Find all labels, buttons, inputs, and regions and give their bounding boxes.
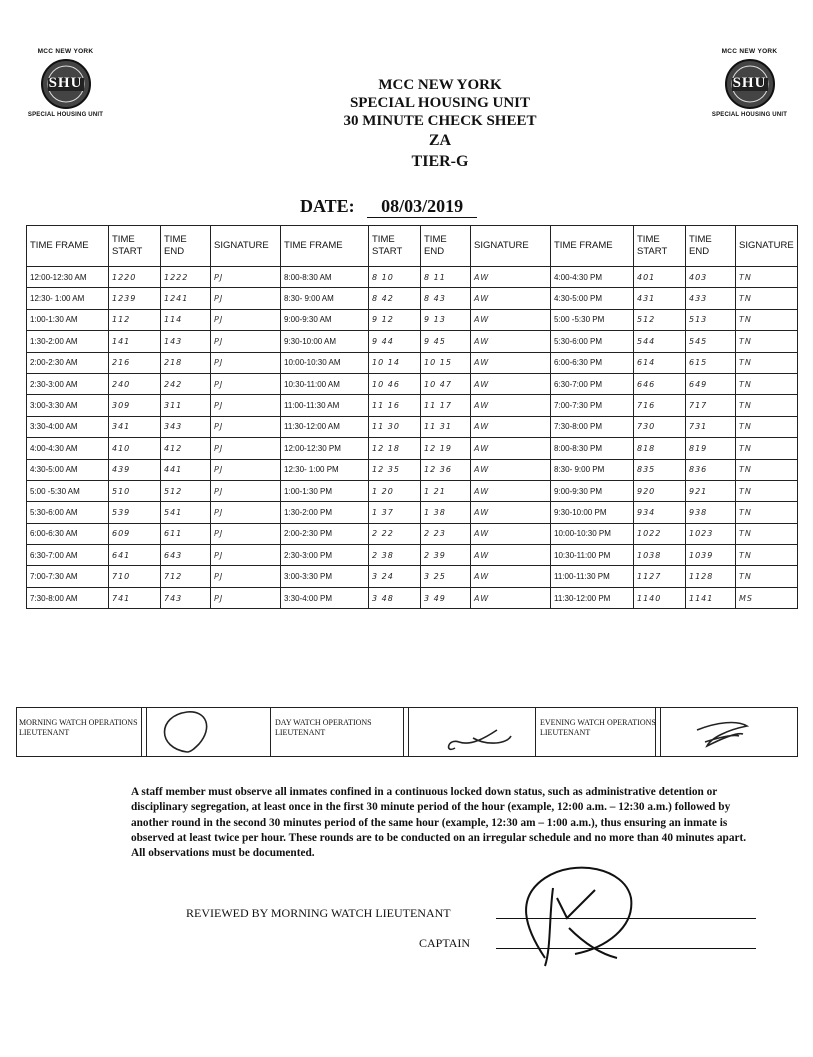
- time-end-cell: 11 17: [421, 395, 471, 416]
- table-row: [27, 331, 798, 352]
- time-start-cell: 512: [634, 309, 686, 330]
- evening-signature-icon: [677, 708, 787, 756]
- time-start-cell: 920: [634, 480, 686, 501]
- signature-cell: PJ: [211, 587, 281, 608]
- time-frame-cell: 4:30-5:00 PM: [551, 288, 634, 309]
- left-logo: [18, 48, 113, 133]
- signature-cell: PJ: [211, 309, 281, 330]
- signature-cell: TN: [736, 395, 798, 416]
- page-title: [250, 76, 630, 172]
- time-frame-cell: 7:30-8:00 PM: [551, 416, 634, 437]
- signature-cell: TN: [736, 352, 798, 373]
- time-start-cell: 9 44: [369, 331, 421, 352]
- check-sheet-table: [26, 225, 798, 609]
- signature-cell: PJ: [211, 502, 281, 523]
- time-end-cell: 311: [161, 395, 211, 416]
- time-start-cell: 614: [634, 352, 686, 373]
- time-end-cell: 1 21: [421, 480, 471, 501]
- signature-cell: AW: [471, 566, 551, 587]
- time-start-cell: 741: [109, 587, 161, 608]
- signature-cell: PJ: [211, 288, 281, 309]
- signature-cell: PJ: [211, 352, 281, 373]
- time-frame-cell: 8:00-8:30 AM: [281, 267, 369, 288]
- time-start-cell: 410: [109, 438, 161, 459]
- time-frame-cell: 4:00-4:30 AM: [27, 438, 109, 459]
- table-row: [27, 459, 798, 480]
- column-header: TIME START: [369, 226, 421, 267]
- day-watch-label: DAY WATCH OPERATIONS LIEUTENANT: [275, 718, 372, 737]
- time-frame-cell: 11:30-12:00 AM: [281, 416, 369, 437]
- signature-cell: PJ: [211, 416, 281, 437]
- time-frame-cell: 1:30-2:00 PM: [281, 502, 369, 523]
- table-row: [27, 566, 798, 587]
- time-end-cell: 1 38: [421, 502, 471, 523]
- time-frame-cell: 6:30-7:00 PM: [551, 373, 634, 394]
- time-start-cell: 1 37: [369, 502, 421, 523]
- column-header: TIME START: [634, 226, 686, 267]
- time-frame-cell: 5:00 -5:30 PM: [551, 309, 634, 330]
- time-start-cell: 12 35: [369, 459, 421, 480]
- time-frame-cell: 9:00-9:30 AM: [281, 309, 369, 330]
- time-start-cell: 12 18: [369, 438, 421, 459]
- time-end-cell: 921: [686, 480, 736, 501]
- time-start-cell: 1239: [109, 288, 161, 309]
- time-frame-cell: 8:00-8:30 PM: [551, 438, 634, 459]
- table-row: [27, 502, 798, 523]
- time-end-cell: 1241: [161, 288, 211, 309]
- time-end-cell: 1222: [161, 267, 211, 288]
- table-row: [27, 267, 798, 288]
- time-start-cell: 835: [634, 459, 686, 480]
- table-row: [27, 416, 798, 437]
- time-frame-cell: 8:30- 9:00 AM: [281, 288, 369, 309]
- signature-cell: TN: [736, 438, 798, 459]
- column-header: SIGNATURE: [471, 226, 551, 267]
- time-frame-cell: 6:00-6:30 AM: [27, 523, 109, 544]
- table-row: [27, 587, 798, 608]
- time-start-cell: 8 10: [369, 267, 421, 288]
- time-frame-cell: 12:00-12:30 AM: [27, 267, 109, 288]
- signature-cell: TN: [736, 416, 798, 437]
- time-start-cell: 1022: [634, 523, 686, 544]
- time-start-cell: 10 14: [369, 352, 421, 373]
- time-start-cell: 309: [109, 395, 161, 416]
- time-start-cell: 544: [634, 331, 686, 352]
- time-end-cell: 441: [161, 459, 211, 480]
- signature-cell: MS: [736, 587, 798, 608]
- time-frame-cell: 3:30-4:00 PM: [281, 587, 369, 608]
- time-frame-cell: 10:30-11:00 AM: [281, 373, 369, 394]
- time-end-cell: 8 43: [421, 288, 471, 309]
- time-end-cell: 819: [686, 438, 736, 459]
- time-end-cell: 10 15: [421, 352, 471, 373]
- logo-top-text: MCC NEW YORK: [721, 48, 778, 55]
- time-frame-cell: 11:30-12:00 PM: [551, 587, 634, 608]
- time-start-cell: 716: [634, 395, 686, 416]
- signature-cell: PJ: [211, 459, 281, 480]
- time-end-cell: 541: [161, 502, 211, 523]
- date-row: [300, 196, 620, 218]
- logo-top-text: MCC NEW YORK: [37, 48, 94, 55]
- time-start-cell: 11 30: [369, 416, 421, 437]
- table-row: [27, 309, 798, 330]
- time-frame-cell: 12:00-12:30 PM: [281, 438, 369, 459]
- time-frame-cell: 9:30-10:00 AM: [281, 331, 369, 352]
- signature-cell: AW: [471, 395, 551, 416]
- time-frame-cell: 11:00-11:30 AM: [281, 395, 369, 416]
- time-start-cell: 8 42: [369, 288, 421, 309]
- signature-cell: AW: [471, 480, 551, 501]
- time-start-cell: 3 24: [369, 566, 421, 587]
- time-end-cell: 649: [686, 373, 736, 394]
- right-logo: [702, 48, 797, 133]
- time-start-cell: 9 12: [369, 309, 421, 330]
- time-end-cell: 11 31: [421, 416, 471, 437]
- time-start-cell: 646: [634, 373, 686, 394]
- time-frame-cell: 2:30-3:00 AM: [27, 373, 109, 394]
- signature-cell: TN: [736, 288, 798, 309]
- time-start-cell: 609: [109, 523, 161, 544]
- signature-cell: TN: [736, 331, 798, 352]
- evening-watch-label: EVENING WATCH OPERATIONS LIEUTENANT: [540, 718, 656, 737]
- signature-cell: TN: [736, 309, 798, 330]
- time-frame-cell: 1:30-2:00 AM: [27, 331, 109, 352]
- signature-cell: AW: [471, 267, 551, 288]
- time-end-cell: 114: [161, 309, 211, 330]
- time-end-cell: 615: [686, 352, 736, 373]
- time-end-cell: 3 49: [421, 587, 471, 608]
- policy-paragraph: A staff member must observe all inmates confined in a continuous locked down status, such as administrative detention or disciplinary segregation, at least once in the first 30 minute period of the hour (example, 12:00 a.m. – 12:30 a.m.) followed by another round in the second 30 minutes period of the same hour (example, 12:30 am – 1:00 a.m.), thus ensuring an inmate is observed at least twice per hour. These rounds are to be conducted on an irregular schedule and no more than 40 minutes apart. All observations must be documented.: [131, 786, 747, 860]
- time-start-cell: 2 38: [369, 545, 421, 566]
- signature-cell: TN: [736, 566, 798, 587]
- captain-signature-icon: [505, 858, 645, 970]
- signature-cell: TN: [736, 545, 798, 566]
- time-start-cell: 11 16: [369, 395, 421, 416]
- time-start-cell: 401: [634, 267, 686, 288]
- table-row: [27, 438, 798, 459]
- column-header: TIME FRAME: [27, 226, 109, 267]
- logo-bottom-text: SPECIAL HOUSING UNIT: [27, 112, 104, 118]
- time-frame-cell: 7:00-7:30 PM: [551, 395, 634, 416]
- signature-cell: AW: [471, 373, 551, 394]
- seal-text: SHU: [48, 75, 83, 91]
- column-header: TIME FRAME: [551, 226, 634, 267]
- time-end-cell: 731: [686, 416, 736, 437]
- time-end-cell: 1023: [686, 523, 736, 544]
- signature-cell: AW: [471, 352, 551, 373]
- time-frame-cell: 12:30- 1:00 AM: [27, 288, 109, 309]
- time-end-cell: 343: [161, 416, 211, 437]
- time-start-cell: 10 46: [369, 373, 421, 394]
- time-frame-cell: 2:30-3:00 PM: [281, 545, 369, 566]
- time-start-cell: 1140: [634, 587, 686, 608]
- title-line-3: 30 MINUTE CHECK SHEET: [343, 113, 537, 129]
- time-frame-cell: 3:00-3:30 PM: [281, 566, 369, 587]
- time-end-cell: 10 47: [421, 373, 471, 394]
- title-line-5: TIER-G: [411, 153, 469, 170]
- column-header: TIME END: [686, 226, 736, 267]
- time-start-cell: 2 22: [369, 523, 421, 544]
- time-start-cell: 1220: [109, 267, 161, 288]
- table-row: [27, 523, 798, 544]
- time-end-cell: 2 39: [421, 545, 471, 566]
- time-frame-cell: 2:00-2:30 PM: [281, 523, 369, 544]
- time-start-cell: 216: [109, 352, 161, 373]
- signature-cell: PJ: [211, 395, 281, 416]
- time-end-cell: 717: [686, 395, 736, 416]
- time-end-cell: 143: [161, 331, 211, 352]
- reviewed-by-label: REVIEWED BY MORNING WATCH LIEUTENANT: [186, 906, 451, 920]
- signature-cell: AW: [471, 502, 551, 523]
- signature-cell: PJ: [211, 480, 281, 501]
- time-end-cell: 403: [686, 267, 736, 288]
- time-start-cell: 641: [109, 545, 161, 566]
- time-end-cell: 12 19: [421, 438, 471, 459]
- time-end-cell: 2 23: [421, 523, 471, 544]
- time-frame-cell: 1:00-1:30 AM: [27, 309, 109, 330]
- time-end-cell: 1039: [686, 545, 736, 566]
- time-end-cell: 9 45: [421, 331, 471, 352]
- time-end-cell: 743: [161, 587, 211, 608]
- signature-cell: TN: [736, 502, 798, 523]
- time-start-cell: 439: [109, 459, 161, 480]
- signature-cell: PJ: [211, 267, 281, 288]
- signature-cell: PJ: [211, 545, 281, 566]
- signature-cell: AW: [471, 545, 551, 566]
- time-frame-cell: 11:00-11:30 PM: [551, 566, 634, 587]
- watch-signature-boxes: [16, 707, 798, 757]
- captain-label: CAPTAIN: [419, 936, 471, 950]
- time-start-cell: 539: [109, 502, 161, 523]
- signature-cell: AW: [471, 459, 551, 480]
- time-start-cell: 240: [109, 373, 161, 394]
- table-row: [27, 480, 798, 501]
- seal-text: SHU: [732, 75, 767, 91]
- signature-cell: AW: [471, 438, 551, 459]
- date-label: DATE:: [300, 196, 355, 216]
- time-frame-cell: 2:00-2:30 AM: [27, 352, 109, 373]
- time-end-cell: 218: [161, 352, 211, 373]
- signature-cell: AW: [471, 331, 551, 352]
- title-line-1: MCC NEW YORK: [378, 77, 502, 93]
- signature-cell: TN: [736, 523, 798, 544]
- time-frame-cell: 3:00-3:30 AM: [27, 395, 109, 416]
- time-end-cell: 412: [161, 438, 211, 459]
- time-end-cell: 12 36: [421, 459, 471, 480]
- time-frame-cell: 9:30-10:00 PM: [551, 502, 634, 523]
- time-frame-cell: 5:30-6:00 PM: [551, 331, 634, 352]
- column-header: TIME FRAME: [281, 226, 369, 267]
- time-frame-cell: 10:00-10:30 AM: [281, 352, 369, 373]
- column-header: SIGNATURE: [211, 226, 281, 267]
- signature-cell: PJ: [211, 331, 281, 352]
- time-frame-cell: 6:00-6:30 PM: [551, 352, 634, 373]
- signature-cell: TN: [736, 480, 798, 501]
- signature-cell: AW: [471, 523, 551, 544]
- table-row: [27, 288, 798, 309]
- time-frame-cell: 3:30-4:00 AM: [27, 416, 109, 437]
- table-row: [27, 545, 798, 566]
- time-end-cell: 836: [686, 459, 736, 480]
- time-end-cell: 643: [161, 545, 211, 566]
- time-frame-cell: 1:00-1:30 PM: [281, 480, 369, 501]
- title-line-4: ZA: [428, 132, 452, 149]
- time-start-cell: 934: [634, 502, 686, 523]
- signature-cell: PJ: [211, 566, 281, 587]
- signature-cell: AW: [471, 416, 551, 437]
- column-header: TIME END: [161, 226, 211, 267]
- date-value: 08/03/2019: [367, 196, 477, 218]
- shu-seal-icon: [724, 58, 776, 110]
- time-end-cell: 513: [686, 309, 736, 330]
- title-line-2: SPECIAL HOUSING UNIT: [349, 95, 531, 111]
- time-end-cell: 433: [686, 288, 736, 309]
- time-frame-cell: 9:00-9:30 PM: [551, 480, 634, 501]
- column-header: SIGNATURE: [736, 226, 798, 267]
- time-start-cell: 1038: [634, 545, 686, 566]
- time-start-cell: 341: [109, 416, 161, 437]
- signature-cell: AW: [471, 309, 551, 330]
- signature-cell: PJ: [211, 438, 281, 459]
- time-start-cell: 1127: [634, 566, 686, 587]
- time-frame-cell: 7:00-7:30 AM: [27, 566, 109, 587]
- time-frame-cell: 4:00-4:30 PM: [551, 267, 634, 288]
- day-signature-icon: [437, 708, 537, 756]
- signature-cell: PJ: [211, 523, 281, 544]
- time-frame-cell: 7:30-8:00 AM: [27, 587, 109, 608]
- time-end-cell: 242: [161, 373, 211, 394]
- time-start-cell: 112: [109, 309, 161, 330]
- time-end-cell: 1141: [686, 587, 736, 608]
- time-end-cell: 712: [161, 566, 211, 587]
- time-start-cell: 730: [634, 416, 686, 437]
- time-end-cell: 3 25: [421, 566, 471, 587]
- time-end-cell: 8 11: [421, 267, 471, 288]
- time-start-cell: 3 48: [369, 587, 421, 608]
- time-frame-cell: 10:00-10:30 PM: [551, 523, 634, 544]
- time-start-cell: 141: [109, 331, 161, 352]
- table-header-row: [27, 226, 798, 267]
- time-start-cell: 510: [109, 480, 161, 501]
- time-end-cell: 1128: [686, 566, 736, 587]
- signature-cell: AW: [471, 587, 551, 608]
- time-start-cell: 710: [109, 566, 161, 587]
- time-end-cell: 512: [161, 480, 211, 501]
- time-frame-cell: 6:30-7:00 AM: [27, 545, 109, 566]
- column-header: TIME START: [109, 226, 161, 267]
- signature-cell: TN: [736, 459, 798, 480]
- logo-bottom-text: SPECIAL HOUSING UNIT: [711, 112, 788, 118]
- time-start-cell: 431: [634, 288, 686, 309]
- morning-watch-label: MORNING WATCH OPERATIONS LIEUTENANT: [19, 718, 138, 737]
- time-end-cell: 611: [161, 523, 211, 544]
- time-frame-cell: 10:30-11:00 PM: [551, 545, 634, 566]
- signature-cell: PJ: [211, 373, 281, 394]
- morning-signature-icon: [147, 708, 267, 756]
- signature-cell: AW: [471, 288, 551, 309]
- time-frame-cell: 5:30-6:00 AM: [27, 502, 109, 523]
- time-start-cell: 1 20: [369, 480, 421, 501]
- signature-cell: TN: [736, 267, 798, 288]
- column-header: TIME END: [421, 226, 471, 267]
- time-end-cell: 545: [686, 331, 736, 352]
- time-end-cell: 9 13: [421, 309, 471, 330]
- signature-cell: TN: [736, 373, 798, 394]
- time-frame-cell: 4:30-5:00 AM: [27, 459, 109, 480]
- shu-seal-icon: [40, 58, 92, 110]
- time-start-cell: 818: [634, 438, 686, 459]
- table-row: [27, 395, 798, 416]
- time-frame-cell: 12:30- 1:00 PM: [281, 459, 369, 480]
- table-row: [27, 352, 798, 373]
- table-row: [27, 373, 798, 394]
- time-end-cell: 938: [686, 502, 736, 523]
- time-frame-cell: 8:30- 9:00 PM: [551, 459, 634, 480]
- time-frame-cell: 5:00 -5:30 AM: [27, 480, 109, 501]
